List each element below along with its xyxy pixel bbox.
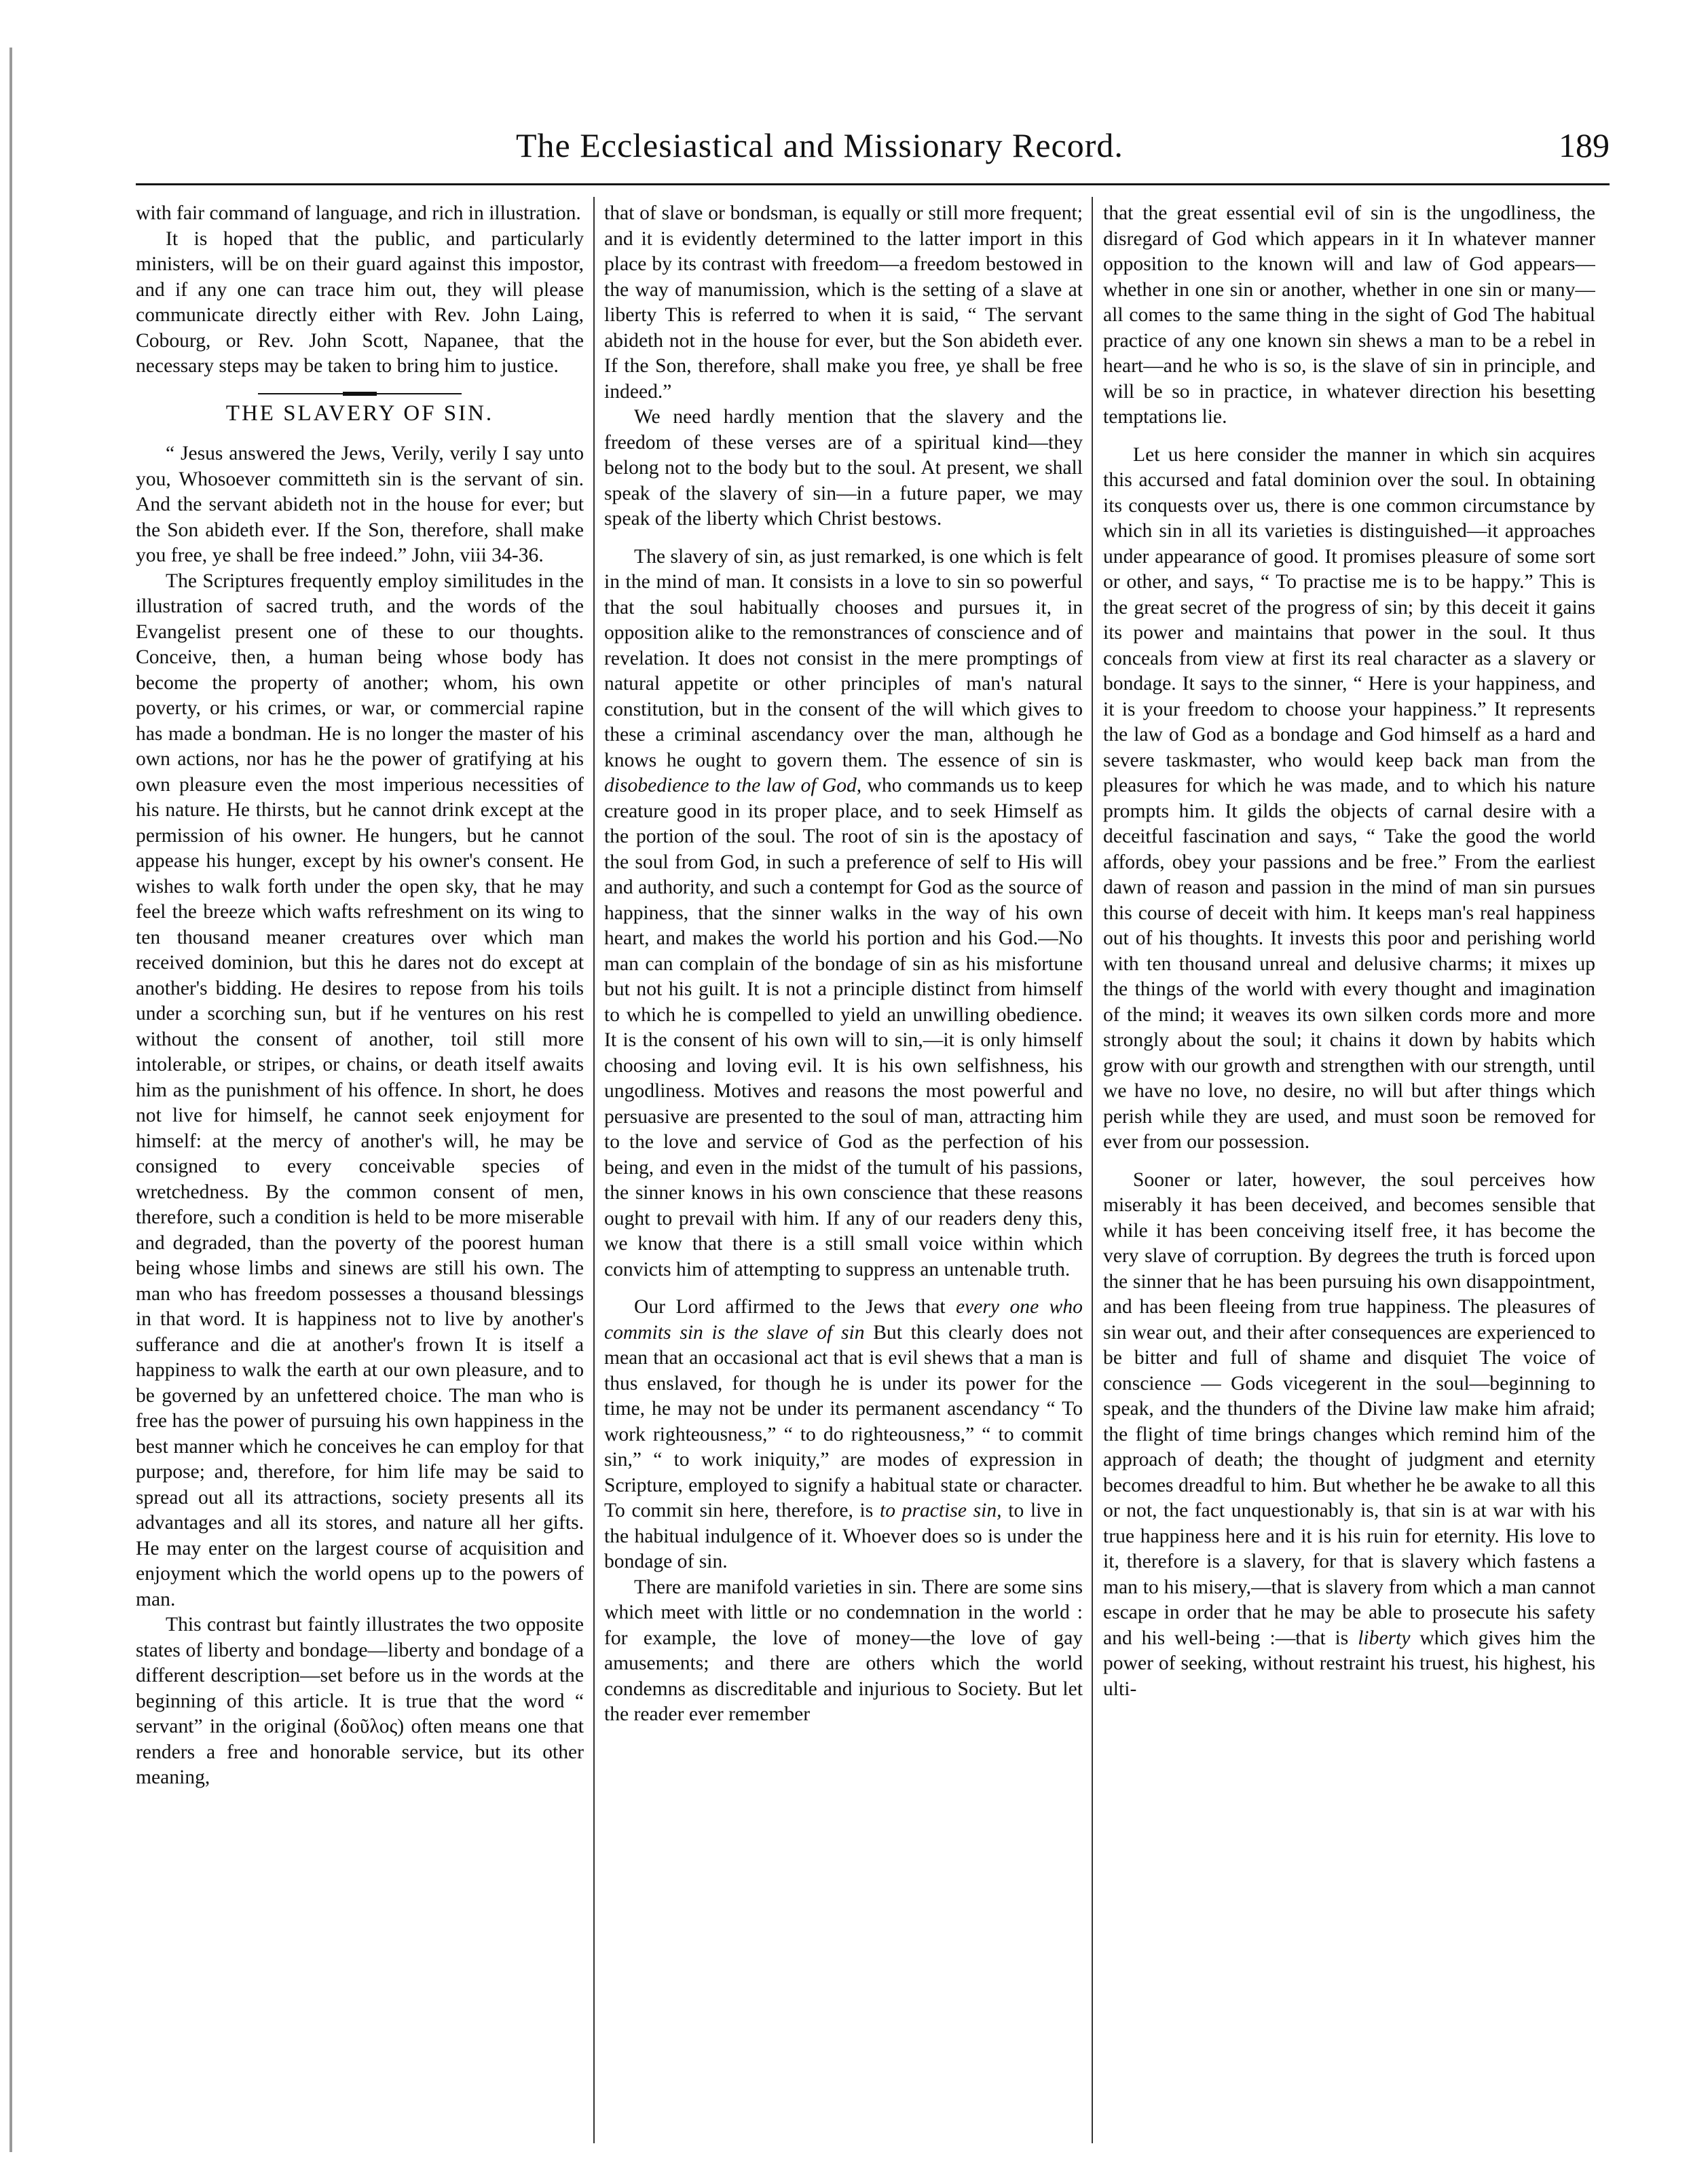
- paragraph-gap: [1103, 1155, 1595, 1168]
- paragraph: [604, 544, 1083, 1283]
- paragraph-gap: [604, 532, 1083, 544]
- text-run: The slavery of sin, as just remarked, is one which is felt in the mind of man. It consists in a love to sin so powerful that the soul habitually chooses and pursues it, in opposition alike to the remonstrances of conscience and of revelation. It does not consist in the mere promptings of natural appetite or other principles of man's natural constitution, but in the consent of the will which gives to these a criminal ascendancy over the man, although he knows he ought to govern them. The essence of sin is: [604, 545, 1083, 771]
- scripture-quote: “ Jesus answered the Jews, Verily, verily I say unto you, Whosoever committeth sin is the servant of sin. And the servant abideth not in the house for ever; but the Son abideth ever. If the Son, therefore, shall make you free, ye shall be free indeed.” John, viii 34-36.: [136, 443, 584, 566]
- paragraph: that of slave or bondsman, is equally or still more frequent; and it is evidently determined to the latter import in this place by its contrast with freedom—a freedom bestowed in the way of manumission, which is the setting of a slave at liberty This is referred to when it is said, “ The servant abideth not in the house for ever, but the Son abideth ever. If the Son, therefore, shall make you free, ye shall be free indeed.”: [604, 202, 1083, 403]
- text-run: who commands us to keep creature good in its proper place, and to seek Himself as the portion of the soul. The root of sin is the apostacy of the soul from God, in such a preference of self to His will and authority, and such a contempt for God as the source of happiness, that the sinner walks in the way of his own heart, and makes the world his portion and his God.—No man can complain of the bondage of sin as his misfortune but not his guilt. It is not a principle distinct from himself to which he is compelled to yield an unwilling obedience. It is the consent of his own will to sin,—it is only himself choosing and loving evil. It is his own selfishness, his ungodliness. Motives and reasons the most powerful and persuasive are presented to the soul of man, attracting him to the love and service of God as the perfection of his being, and even in the midst of the tumult of his passions, the sinner knows in his own conscience that these reasons ought to prevail with him. If any of our readers deny this, we know that there is a still small voice within which convicts him of attempting to suppress an untenable truth.: [604, 775, 1083, 1280]
- text-run: Sooner or later, however, the soul perceives how miserably it has been deceived, and becomes sensible that while it has been conceiving itself free, it has become the very slave of corruption. By degrees the truth is forced upon the sinner that he has been pursuing his own disappointment, and has been fleeing from true happiness. The pleasures of sin wear out, and their after consequences are experienced to be bitter and full of shame and disquiet The voice of conscience — Gods vicegerent in the soul—beginning to speak, and the thunders of the Divine law make him afraid; the flight of time brings changes which remind him of the approach of death; the thought of judgment and eternity becomes dreadful to him. But whether he be awake to all this or not, the fact unquestionably is, that sin is at war with his true happiness here and it is his ruin for eternity. His love to it, therefore is a slavery, for that is slavery which fastens a man to his misery,—that is slavery from which a man cannot escape in order that he may be able to prosecute his safety and his well-being :—that is: [1103, 1168, 1595, 1649]
- paragraph: We need hardly mention that the slavery and the freedom of these verses are of a spiritual kind—they belong not to the body but to the soul. At present, we shall speak of the slavery of sin—in a future paper, we may speak of the liberty which Christ bestows.: [604, 406, 1083, 530]
- text-run: But this clearly does not mean that an occasional act that is evil shews that a man is thus enslaved, for though he is under its power for the time, he may not be under its permanent ascendancy “ To work righteousness,” “ to do righteousness,” “ to commit sin,” “ to work iniquity,” are modes of expression in Scripture, employed to signify a habitual state or character. To commit sin here, therefore, is: [604, 1321, 1083, 1521]
- page-header: [136, 126, 1610, 180]
- text-run: which gives him the power of seeking, without restraint his truest, his highest, his ulti-: [1103, 1627, 1595, 1700]
- column-left: [136, 201, 584, 2157]
- column-middle: [604, 201, 1083, 2157]
- paragraph: There are manifold varieties in sin. There are some sins which meet with little or no condemnation in the world : for example, the love of money—the love of gay amusements; and there are others which the world condemns as discreditable and injurious to Society. But let the reader ever remember: [604, 1576, 1083, 1725]
- paragraph-gap: [604, 1282, 1083, 1295]
- paragraph: [1103, 1168, 1595, 1703]
- text-run: Our Lord affirmed to the Jews that: [634, 1296, 956, 1318]
- paragraph: The Scriptures frequently employ similitudes in the illustration of sacred truth, and the words of the Evangelist present one of these to our thoughts. Conceive, then, a human being whose body has become the property of another; whom, his own poverty, or his crimes, or war, or commercial rapine has made a bondman. He is no longer the master of his own actions, nor has he the power of gratifying at his own pleasure even the most imperious necessities of his nature. He thirsts, but he cannot drink except at the permission of his owner. He hungers, but he cannot appease his hunger, except by his owner's consent. He wishes to walk forth under the open sky, that he may feel the breeze which wafts refreshment on its wing to ten thousand meaner creatures over which man received dominion, but this he dares not do except at another's bidding. He desires to repose from his toils under a scorching sun, but if he ventures on his rest without the consent of another, toil still more intolerable, or stripes, or chains, or death itself awaits him as the punishment of his offence. In short, he does not live for himself, he cannot seek enjoyment for himself: at the mercy of another's will, he may be consigned to every conceivable species of wretchedness. By the common consent of men, therefore, such a condition is held to be more miserable and degraded, than the poverty of the poorest human being whose limbs and sinews are still his own. The man who has freedom possesses a thousand blessings in that word. It is happiness not to live by another's sufferance and die at another's frown It is itself a happiness to walk the earth at our own pleasure, and to be governed by an unfettered choice. The man who is free has the power of pursuing his own happiness in the best manner which he conceives he can employ for that purpose; and, therefore, for him life may be said to spread out all its attractions, society presents all its advantages and all its stores, and nature all her gifts. He may enter on the largest course of acquisition and enjoyment which the world opens up to the powers of man.: [136, 570, 584, 1610]
- paragraph-gap: [1103, 430, 1595, 443]
- title-ornament: [258, 392, 462, 396]
- italic-text: every one who commits sin is the slave of sin: [604, 1296, 1083, 1344]
- paragraph: This contrast but faintly illustrates the two opposite states of liberty and bondage—liberty and bondage of a different description—set before us in the words at the beginning of this article. It is true that the word “ servant” in the original (δοῦλος) often means one that renders a free and honorable service, but its other meaning,: [136, 1614, 584, 1788]
- italic-text: disobedience to the law of God,: [604, 775, 862, 796]
- italic-text: to practise sin,: [879, 1500, 1002, 1521]
- page-number: 189: [1559, 126, 1610, 164]
- running-title: The Ecclesiastical and Missionary Record.: [516, 126, 1123, 164]
- column-divider: [1092, 197, 1093, 2143]
- header-rule: [136, 183, 1610, 185]
- paragraph: that the great essential evil of sin is the ungodliness, the disregard of God which appears in it In whatever manner opposition to the known will and law of God appears—whether in one sin or another, whether in one sin or many—all comes to the same thing in the sight of God The habitual practice of any one known sin shews a man to be a rebel in heart—and he who is so, is the slave of sin in principle, and will be so in practice, in whatever direction his besetting temptations lie.: [1103, 202, 1595, 428]
- column-divider: [593, 197, 595, 2143]
- paragraph: [604, 1295, 1083, 1575]
- text-run: to live in the habitual indulgence of it. Whoever does so is under the bondage of sin.: [604, 1500, 1083, 1572]
- article-title: THE SLAVERY OF SIN.: [225, 401, 494, 426]
- paragraph: with fair command of language, and rich in illustration.: [136, 202, 581, 224]
- paragraph: It is hoped that the public, and particularly ministers, will be on their guard against this impostor, and if any one can trace him out, they will please communicate directly either with Rev. John Laing, Cobourg, or Rev. John Scott, Napanee, that the necessary steps may be taken to bring him to justice.: [136, 227, 584, 377]
- italic-text: liberty: [1358, 1627, 1411, 1649]
- paragraph: Let us here consider the manner in which sin acquires this accursed and fatal dominion over the soul. In obtaining its conquests over us, there is one common circumstance by which sin in all its varieties is distinguished—it approaches under appearance of good. It promises pleasure of some sort or other, and says, “ To practise me is to be happy.” This is the great secret of the progress of sin; by this deceit it gains its power and maintains that power in the soul. It thus conceals from view at first its real character as a slavery or bondage. It says to the sinner, “ Here is your happiness, and it is your freedom to choose your happiness.” It represents the law of God as a bondage and God himself as a hard and severe taskmaster, who would keep back man from the pleasures for which he was made, and to which his nature prompts him. It gilds the objects of carnal desire with a deceitful fascination and says, “ Take the good the world affords, obey your passions and be free.” From the earliest dawn of reason and passion in the mind of man sin pursues this course of deceit with him. It keeps man's real happiness out of his thoughts. It invests this poor and perishing world with ten thousand unreal and delusive charms; it mixes up the things of the world with every thought and imagination of the mind; it weaves its own silken cords more and more strongly about the soul; it chains it down by habits which grow with our growth and strengthen with our strength, until we have no love, no desire, no will but after things which perish while they are used, and must soon be removed for ever from our possession.: [1103, 443, 1595, 1153]
- page-edge-mark: [10, 48, 12, 2152]
- column-right: [1103, 201, 1595, 2157]
